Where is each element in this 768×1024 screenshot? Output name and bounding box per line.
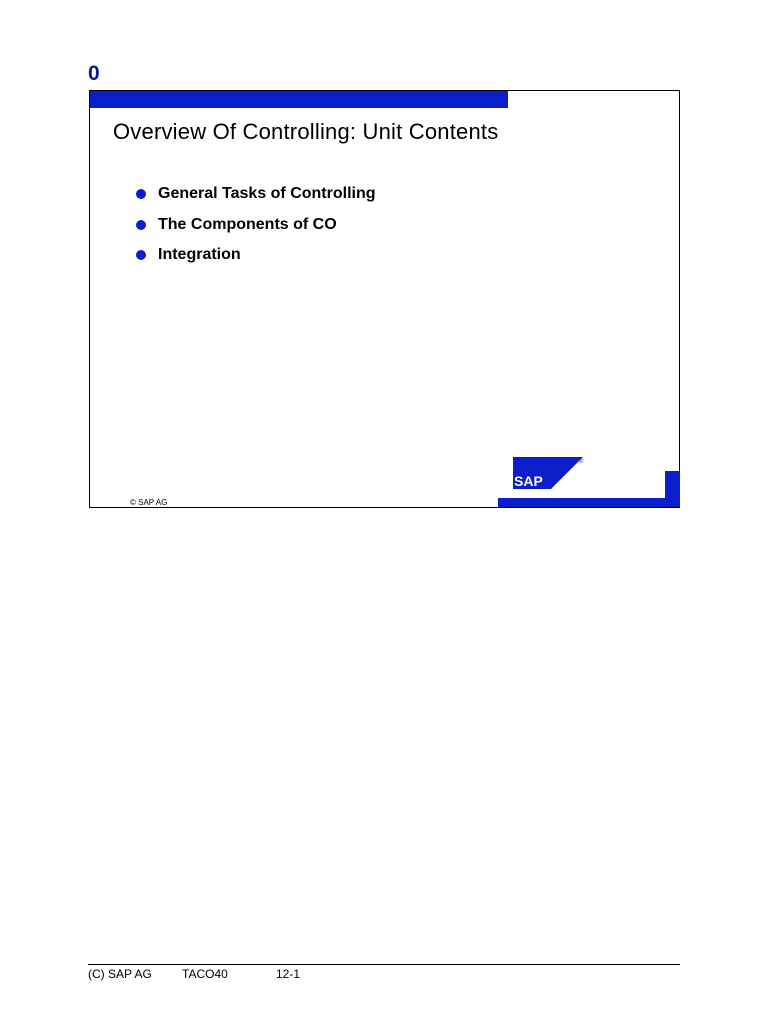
bullet-text: Integration bbox=[158, 246, 241, 264]
bottom-accent-bar bbox=[498, 498, 680, 507]
bullet-dot-icon bbox=[136, 189, 146, 199]
bullet-dot-icon bbox=[136, 220, 146, 230]
slide bbox=[89, 90, 680, 508]
sap-logo-text: SAP bbox=[514, 473, 543, 489]
bullet-text: The Components of CO bbox=[158, 215, 337, 233]
footer-course: TACO40 bbox=[182, 967, 228, 981]
page-number: 0 bbox=[88, 62, 100, 85]
footer-page: 12-1 bbox=[276, 967, 301, 981]
bullet-text: General Tasks of Controlling bbox=[158, 185, 376, 203]
list-item bbox=[136, 240, 376, 271]
sap-logo-icon bbox=[513, 457, 585, 489]
registered-mark: ® bbox=[579, 459, 584, 465]
footer-divider bbox=[88, 964, 680, 965]
bullet-dot-icon bbox=[136, 250, 146, 260]
list-item bbox=[136, 210, 376, 241]
bullet-list bbox=[136, 179, 376, 271]
slide-title: Overview Of Controlling: Unit Contents bbox=[113, 119, 499, 144]
top-accent-bar bbox=[90, 91, 508, 108]
slide-copyright: © SAP AG bbox=[130, 498, 168, 507]
footer-company: (C) SAP AG bbox=[88, 967, 152, 981]
side-accent-bar bbox=[665, 471, 680, 501]
list-item bbox=[136, 179, 376, 210]
